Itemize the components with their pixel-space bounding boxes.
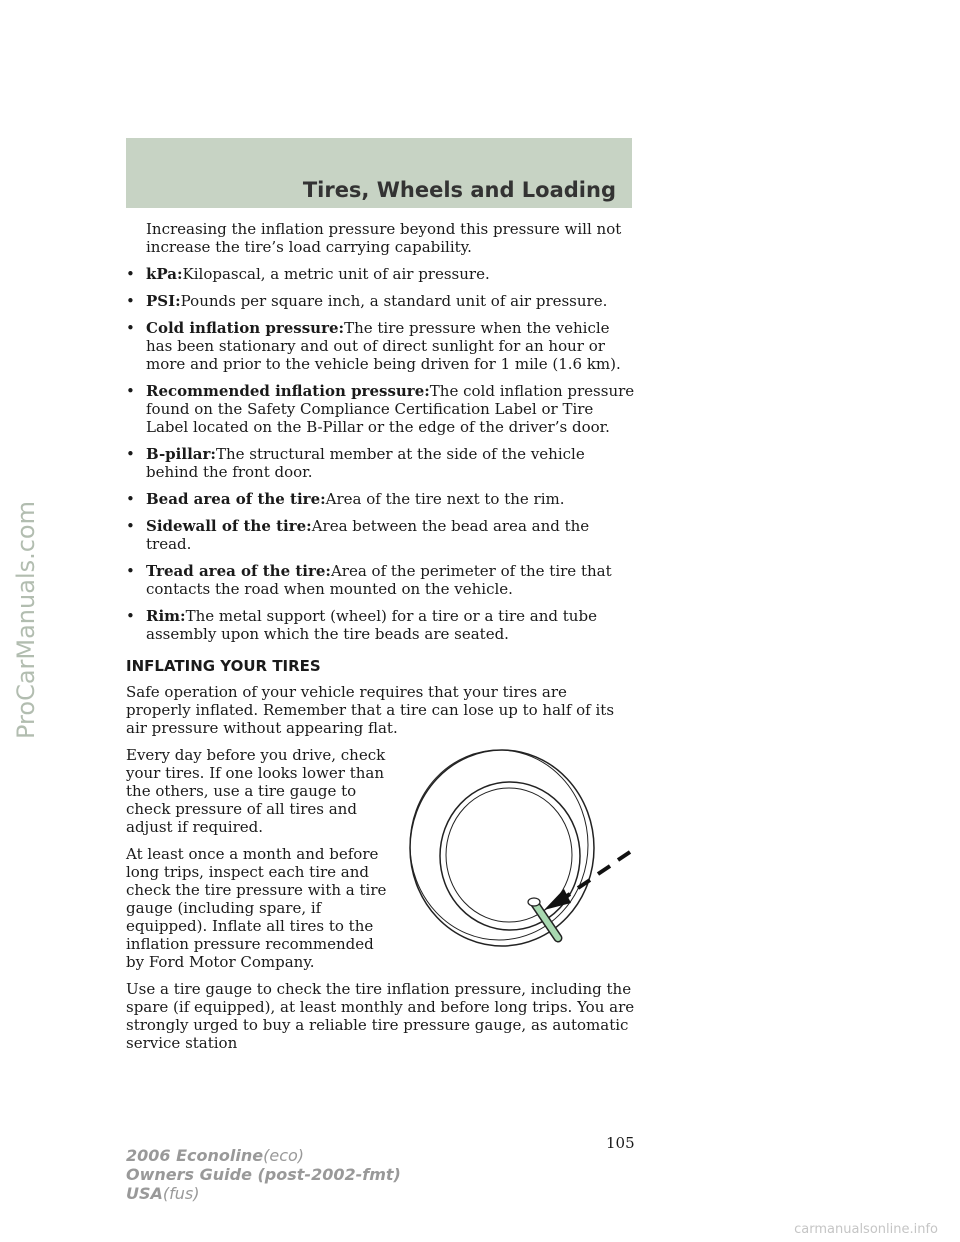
definition-term: Cold inflation pressure: <box>146 319 345 337</box>
definition-text: Area of the tire next to the rim. <box>325 490 565 508</box>
definition-item <box>126 319 636 373</box>
definition-term: B-pillar: <box>146 445 216 463</box>
definition-term: Tread area of the tire: <box>146 562 331 580</box>
definition-item <box>126 382 636 436</box>
definition-list <box>126 265 636 643</box>
bullet-icon: • <box>126 382 135 400</box>
section-title: Tires, Wheels and Loading <box>302 178 616 202</box>
bullet-icon: • <box>126 292 135 310</box>
definition-term: kPa: <box>146 265 183 283</box>
section-paragraph: Safe operation of your vehicle requires that your tires are properly inflated. Remember that a tire can lose up to half of its air pressure without appearing flat. <box>126 683 615 737</box>
definition-item <box>126 265 636 283</box>
footer-line-2 <box>126 1165 401 1184</box>
definition-text: The tire pressure when the vehicle has been stationary and out of direct sunlight for an hour or more and prior to the vehicle being driven for 1 mile (1.6 km). <box>146 319 621 373</box>
watermark-text: ProCarManuals.com <box>12 500 40 740</box>
intro-paragraph: Increasing the inflation pressure beyond this pressure will not increase the tire’s load carrying capability. <box>146 220 622 256</box>
bullet-icon: • <box>126 562 135 580</box>
header-band <box>126 138 632 208</box>
definition-term: PSI: <box>146 292 181 310</box>
gauge-instructions <box>126 746 636 971</box>
document-footer <box>126 1146 401 1203</box>
definition-text: The structural member at the side of the vehicle behind the front door. <box>146 445 585 481</box>
bullet-icon: • <box>126 517 135 535</box>
tire-valve-illustration <box>406 746 642 962</box>
footer-model-code: (eco) <box>263 1146 305 1165</box>
definition-item <box>126 292 636 310</box>
footer-market: USA <box>126 1184 163 1203</box>
bullet-icon: • <box>126 265 135 283</box>
section-paragraph: Use a tire gauge to check the tire inflation pressure, including the spare (if equipped), at least monthly and before long trips. You are strongly urged to buy a reliable tire pressure gauge, as automatic service station <box>126 980 635 1052</box>
definition-text: The cold inflation pressure found on the Safety Compliance Certification Label or Tire Label located on the B-Pillar or the edge of the driver’s door. <box>146 382 635 436</box>
footer-line-1 <box>126 1146 401 1165</box>
page-content <box>126 220 636 1061</box>
bullet-icon: • <box>126 607 135 625</box>
footer-guide: Owners Guide (post-2002-fmt) <box>126 1165 401 1184</box>
definition-term: Sidewall of the tire: <box>146 517 312 535</box>
section-paragraph: Every day before you drive, check your tires. If one looks lower than the others, use a tire gauge to check pressure of all tires and adjust if required. <box>126 746 386 836</box>
gauge-instructions-text <box>126 746 394 971</box>
section-paragraph: At least once a month and before long trips, inspect each tire and check the tire pressure with a tire gauge (including spare, if equipped). Inflate all tires to the inflation pressure recommended by Ford Motor Company. <box>126 845 387 971</box>
watermark <box>6 140 46 1100</box>
bullet-icon: • <box>126 445 135 463</box>
footer-model: 2006 Econoline <box>126 1146 264 1165</box>
definition-item <box>126 607 636 643</box>
definition-text: The metal support (wheel) for a tire or a tire and tube assembly upon which the tire beads are seated. <box>146 607 597 643</box>
tire-icon <box>410 750 594 946</box>
definition-text: Pounds per square inch, a standard unit of air pressure. <box>180 292 608 310</box>
site-footer: carmanualsonline.info <box>794 1222 938 1237</box>
definition-item <box>126 490 636 508</box>
definition-text: Area of the perimeter of the tire that contacts the road when mounted on the vehicle. <box>146 562 612 598</box>
footer-line-3 <box>126 1184 401 1203</box>
definition-term: Bead area of the tire: <box>146 490 326 508</box>
definition-text: Area between the bead area and the tread. <box>146 517 590 553</box>
footer-market-code: (fus) <box>162 1184 200 1203</box>
definition-item <box>126 517 636 553</box>
bullet-icon: • <box>126 490 135 508</box>
definition-term: Rim: <box>146 607 186 625</box>
definition-term: Recommended inflation pressure: <box>146 382 430 400</box>
page-number: 105 <box>606 1134 635 1152</box>
bullet-icon: • <box>126 319 135 337</box>
definition-item <box>126 445 636 481</box>
definition-text: Kilopascal, a metric unit of air pressure. <box>182 265 490 283</box>
definition-item <box>126 562 636 598</box>
section-heading: INFLATING YOUR TIRES <box>126 657 321 675</box>
